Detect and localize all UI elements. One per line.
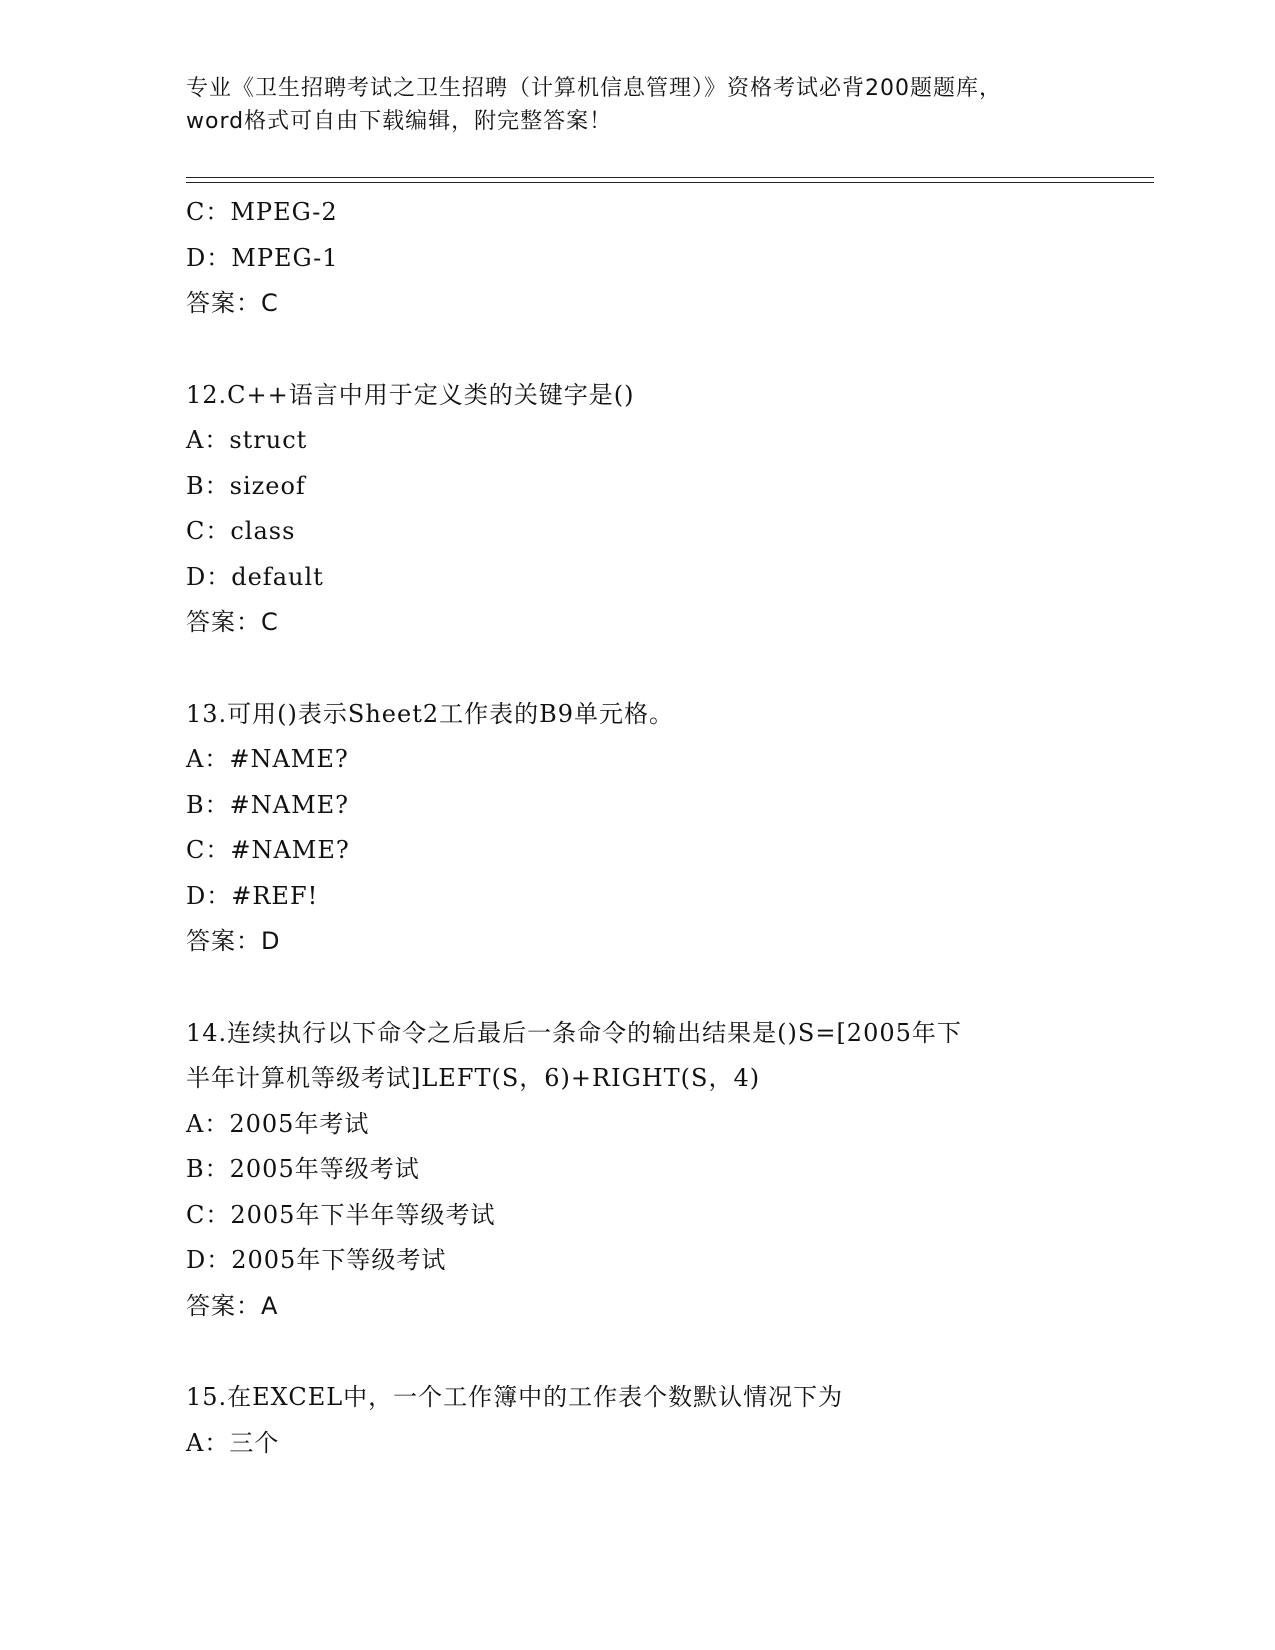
header-line-2: word格式可自由下载编辑，附完整答案！ [186,109,613,134]
header-divider-top [186,177,1154,178]
question-13 [186,692,1086,965]
spacer [186,965,1086,1011]
question-14 [186,1011,1086,1330]
option-d: D：2005年下等级考试 [186,1246,447,1274]
option-d: D：MPEG-1 [186,243,339,272]
option-b: B：sizeof [186,471,306,500]
option-c: C：#NAME? [186,836,350,864]
spacer [186,327,1086,373]
option-c: C：class [186,517,296,545]
question-stem: 13.可用()表示Sheet2工作表的B9单元格。 [186,699,675,728]
answer: 答案：D [186,927,281,955]
option-c: C：2005年下半年等级考试 [186,1200,496,1229]
option-a: A：三个 [186,1428,280,1457]
option-a: A：struct [186,426,308,454]
spacer [186,1329,1086,1375]
document-header [186,72,1066,138]
question-15 [186,1375,1086,1466]
question-stem: 12.C++语言中用于定义类的关键字是() [186,380,635,409]
header-divider-bottom [186,182,1154,183]
question-12 [186,373,1086,646]
option-a: A：#NAME? [186,745,349,773]
question-stem-line-2: 半年计算机等级考试]LEFT(S，6)+RIGHT(S，4) [186,1064,761,1092]
option-c: C：MPEG-2 [186,198,338,226]
answer: 答案：C [186,608,279,636]
header-line-1: 专业《卫生招聘考试之卫生招聘（计算机信息管理）》资格考试必背200题题库， [186,76,1002,101]
spacer [186,646,1086,692]
answer: 答案：C [186,289,279,317]
option-d: D：#REF! [186,881,319,910]
question-stem: 15.在EXCEL中，一个工作簿中的工作表个数默认情况下为 [186,1383,844,1411]
question-11-tail [186,190,1086,327]
question-list [186,190,1086,1466]
option-a: A：2005年考试 [186,1109,370,1138]
option-d: D：default [186,562,324,591]
answer: 答案：A [186,1291,279,1320]
question-stem-line-1: 14.连续执行以下命令之后最后一条命令的输出结果是()S=[2005年下 [186,1018,962,1047]
option-b: B：2005年等级考试 [186,1155,420,1183]
option-b: B：#NAME? [186,790,350,819]
